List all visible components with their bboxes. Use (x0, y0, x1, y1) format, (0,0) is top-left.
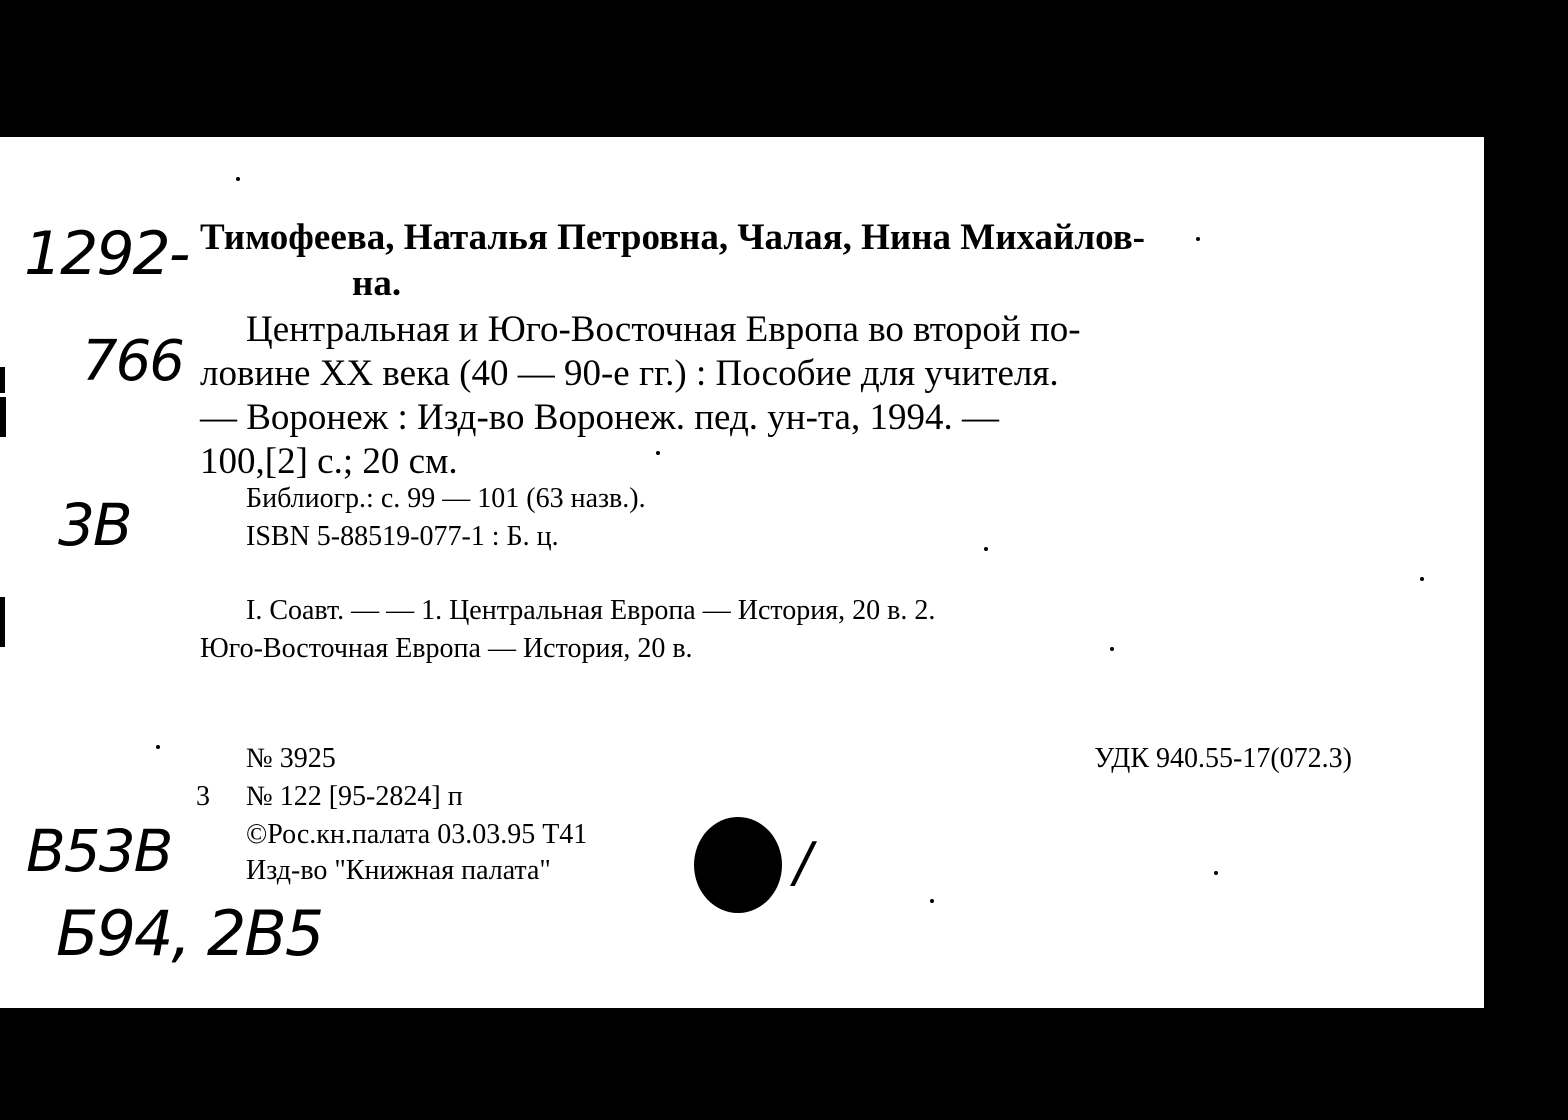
handwritten-bottom-code-2: Б94, 2B5 (56, 897, 323, 970)
scan-speckle (1420, 577, 1424, 581)
scan-speckle (984, 547, 988, 551)
handwritten-shelf-mark-3: 3B (58, 491, 131, 559)
udk-code: УДК 940.55-17(072.3) (1094, 743, 1352, 774)
handwritten-shelf-mark-2: 766 (82, 329, 183, 394)
scan-speckle (930, 899, 934, 903)
handwritten-shelf-mark-1: 1292- (24, 219, 189, 289)
scan-speckle (1214, 871, 1218, 875)
scan-edge-mark (0, 597, 5, 647)
order-number: № 122 [95-2824] п (246, 781, 463, 812)
scan-speckle (236, 177, 240, 181)
bibliography-note: Библиогр.: с. 99 — 101 (63 назв.). (246, 483, 646, 514)
ink-blot (694, 817, 782, 913)
tracings-line-1: I. Соавт. — — 1. Центральная Европа — История, 20 в. 2. (246, 595, 936, 626)
title-line-3: — Воронеж : Изд-во Воронеж. пед. ун-та, 1994. — (200, 397, 999, 438)
scan-speckle (1196, 237, 1200, 241)
author-heading-line-2: на. (352, 263, 402, 304)
isbn-note: ISBN 5-88519-077-1 : Б. ц. (246, 521, 559, 552)
catalog-card (0, 137, 1484, 1008)
card-number: № 3925 (246, 743, 336, 774)
scan-edge-mark (0, 397, 6, 437)
title-line-4: 100,[2] с.; 20 см. (200, 441, 458, 482)
author-heading-line-1: Тимофеева, Наталья Петровна, Чалая, Нина Михайлов- (200, 217, 1145, 258)
order-prefix: 3 (196, 781, 210, 812)
handwritten-tick-mark: / (794, 831, 811, 894)
scan-speckle (1110, 647, 1114, 651)
tracings-line-2: Юго-Восточная Европа — История, 20 в. (200, 633, 693, 664)
handwritten-bottom-code-1: B53B (26, 817, 172, 885)
title-line-2: ловине XX века (40 — 90-е гг.) : Пособие для учителя. (200, 353, 1059, 394)
copyright-line: ©Рос.кн.палата 03.03.95 Т41 (246, 819, 588, 850)
scan-edge-mark (0, 367, 5, 393)
publisher-line: Изд-во "Книжная палата" (246, 855, 551, 886)
scan-speckle (156, 745, 160, 749)
title-line-1: Центральная и Юго-Восточная Европа во второй по- (246, 309, 1081, 350)
scan-speckle (656, 451, 660, 455)
